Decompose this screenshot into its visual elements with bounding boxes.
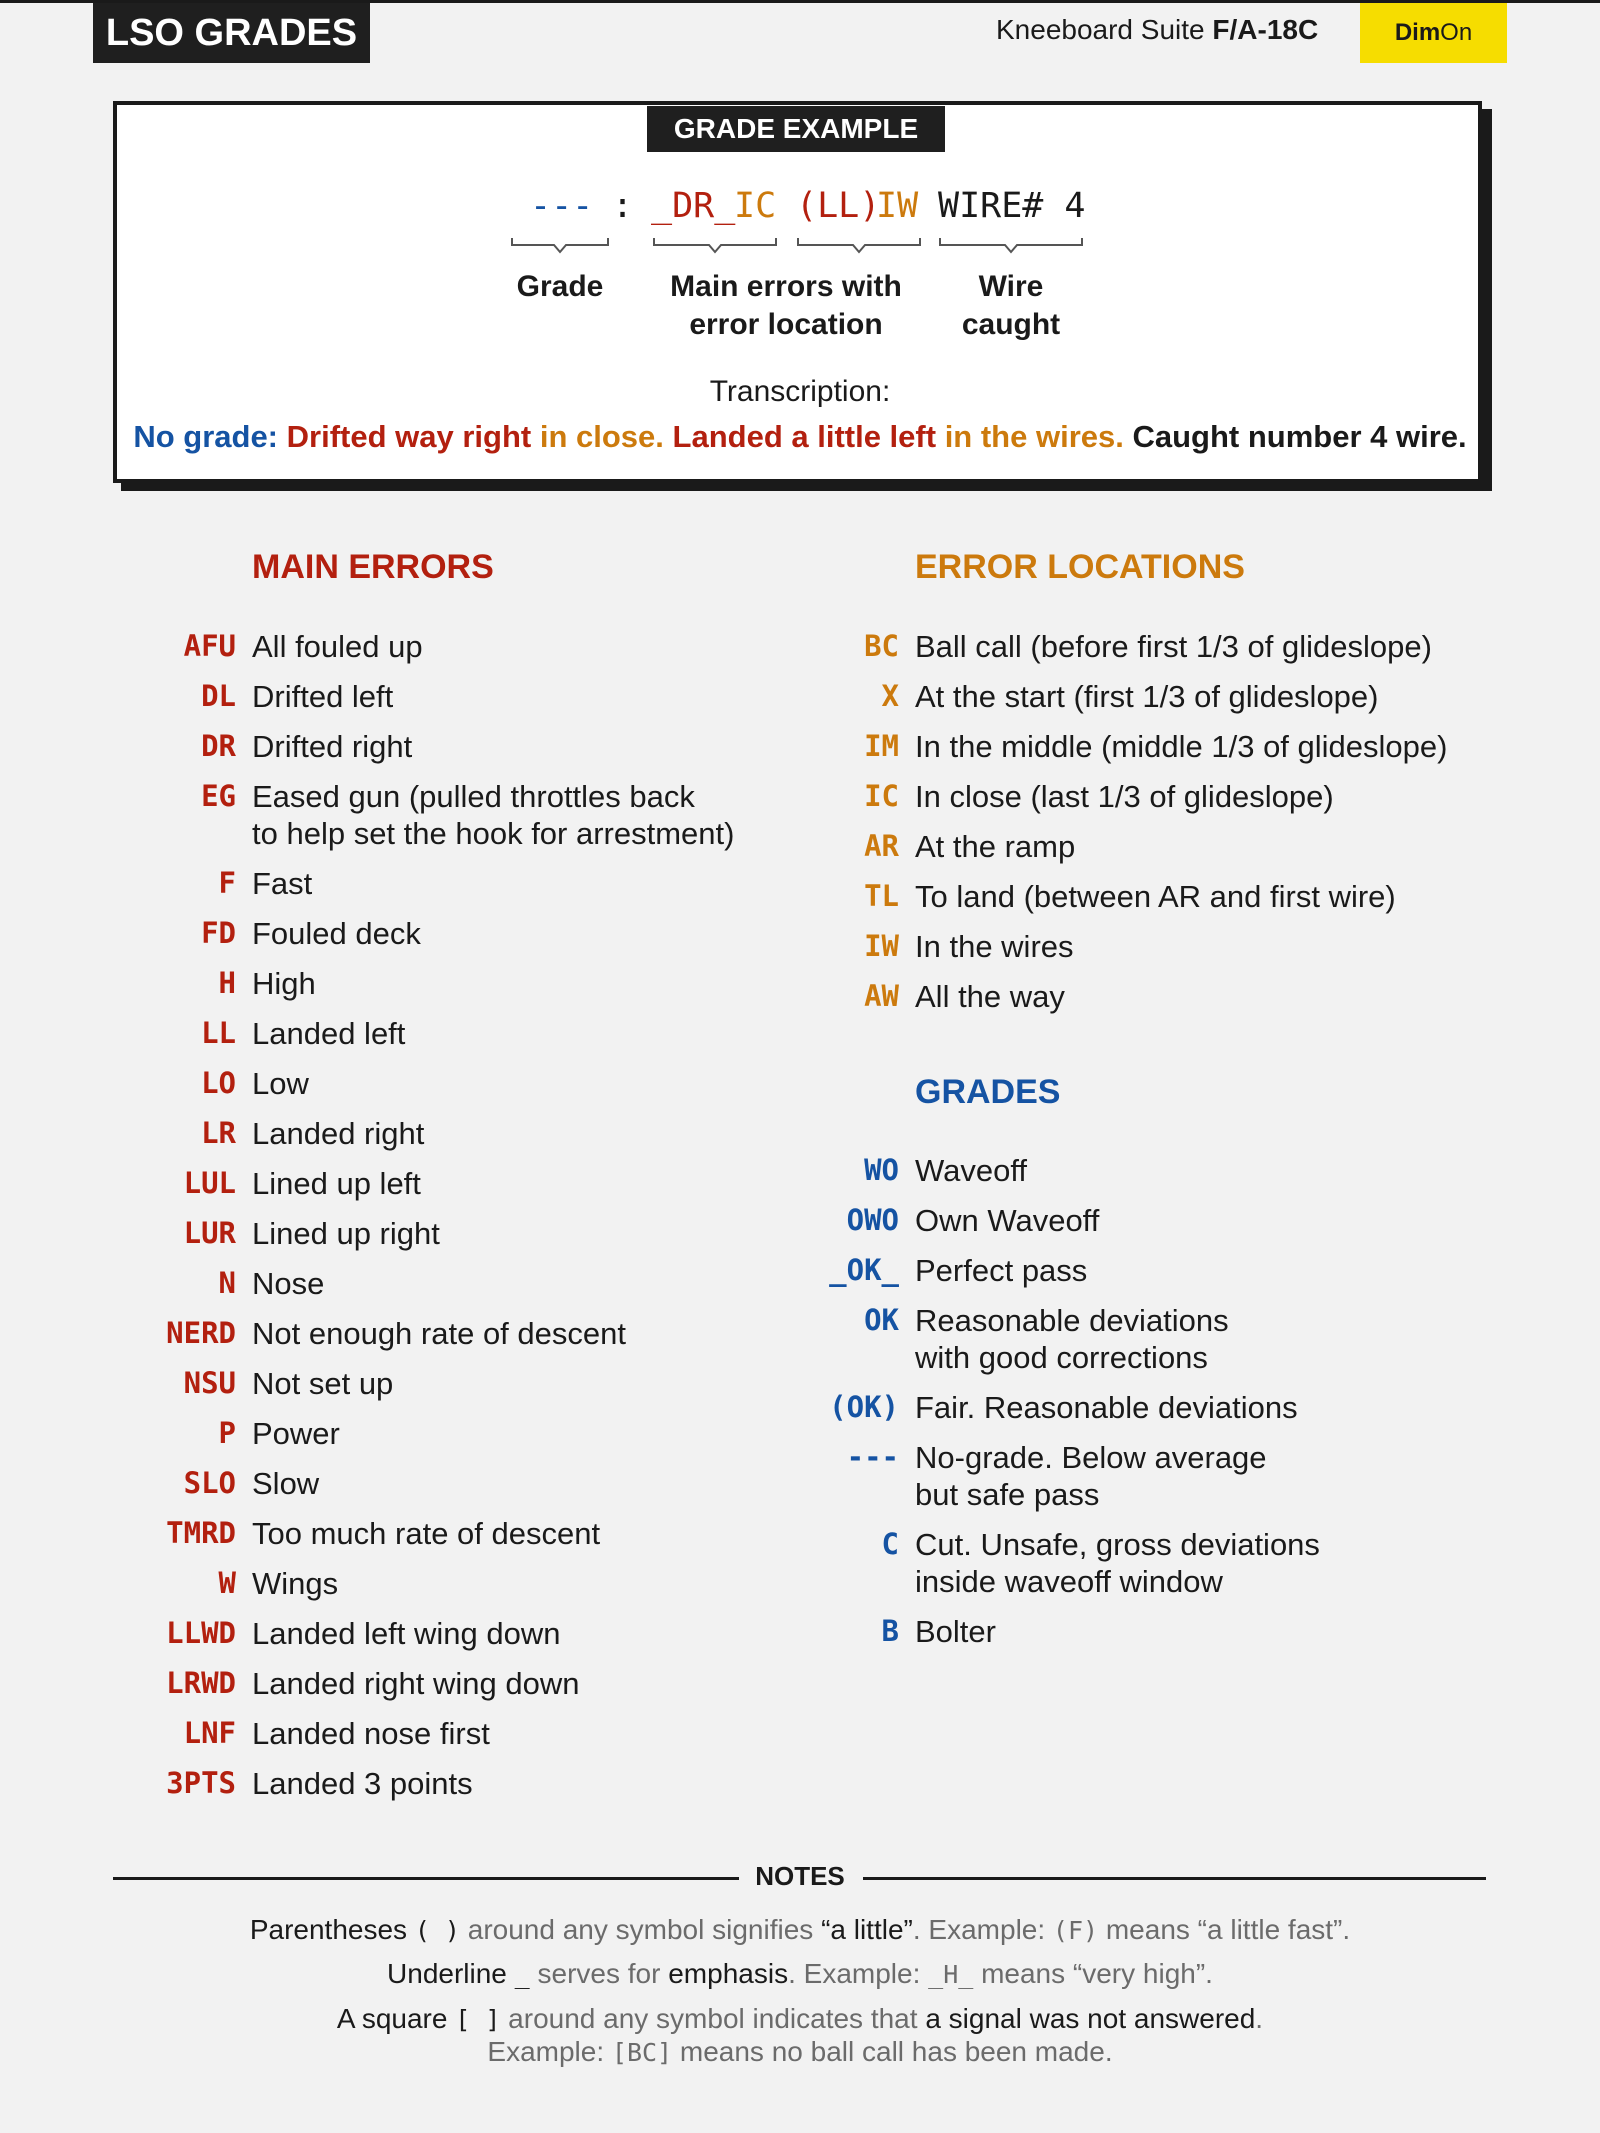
main-errors-title: MAIN ERRORS	[252, 548, 494, 586]
note-text: means “very high”.	[981, 1958, 1213, 1989]
error-code: NSU	[183, 1366, 236, 1400]
error-code: LLWD	[166, 1616, 236, 1650]
transcription-label: Transcription:	[709, 375, 891, 408]
grade-desc-line2: but safe pass	[915, 1477, 1100, 1512]
list-item	[166, 1765, 473, 1802]
caption-wire	[931, 268, 1091, 344]
error-desc: All fouled up	[252, 629, 423, 664]
list-item	[166, 1315, 626, 1352]
grade-code: OWO	[846, 1203, 899, 1237]
note-emphasis: “a little”	[821, 1914, 913, 1945]
error-code: 3PTS	[166, 1766, 236, 1800]
note-example: _H_	[928, 1960, 974, 1989]
location-desc: In the wires	[915, 929, 1074, 964]
note-square-example	[0, 2036, 1600, 2068]
grade-code: WO	[864, 1153, 899, 1187]
error-desc: Lined up left	[252, 1166, 421, 1201]
note-text: Underline	[387, 1958, 507, 1989]
grade-desc: No-grade. Below average	[915, 1440, 1267, 1475]
list-item	[829, 1252, 1088, 1289]
list-item	[864, 828, 1076, 865]
note-text: around any symbol signifies	[467, 1914, 814, 1945]
dimon-prefix: Dim	[1394, 19, 1441, 46]
note-example: (F)	[1052, 1916, 1099, 1945]
grade-code: _OK_	[829, 1253, 899, 1287]
dimon-suffix: On	[1440, 19, 1473, 46]
suite-name: Kneeboard Suite	[996, 14, 1205, 45]
transcription-error-2: Landed a little left	[672, 419, 937, 454]
list-item	[218, 965, 316, 1002]
caption-wire-line1: Wire	[978, 270, 1044, 303]
list-item	[864, 1302, 1229, 1376]
error-code: H	[218, 966, 236, 1000]
list-item	[829, 1389, 1298, 1426]
error-code: NERD	[166, 1316, 236, 1350]
list-item	[201, 915, 421, 952]
list-item	[846, 1439, 1267, 1513]
error-desc-line2: to help set the hook for arrestment)	[252, 816, 735, 851]
list-item	[864, 1152, 1027, 1189]
grade-desc: Reasonable deviations	[915, 1303, 1229, 1338]
example-code-location-1: IC	[734, 186, 777, 226]
grade-desc: Fair. Reasonable deviations	[915, 1390, 1298, 1425]
error-desc: Nose	[252, 1266, 325, 1301]
error-code: AFU	[183, 629, 236, 663]
aircraft-name: F/A-18C	[1212, 14, 1319, 45]
list-item	[201, 678, 394, 715]
caption-grade	[480, 268, 640, 306]
location-code: TL	[864, 879, 899, 913]
location-desc: At the start (first 1/3 of glideslope)	[915, 679, 1379, 714]
list-item	[201, 1115, 425, 1152]
list-item	[881, 1526, 1320, 1600]
location-code: AR	[864, 829, 899, 863]
grade-desc-line2: inside waveoff window	[915, 1564, 1223, 1599]
transcription-error-1: Drifted way right	[286, 419, 532, 454]
example-code-wire: WIRE# 4	[938, 186, 1086, 226]
error-desc: Landed right	[252, 1116, 425, 1151]
error-locations-title: ERROR LOCATIONS	[915, 548, 1245, 586]
error-desc: Fast	[252, 866, 313, 901]
location-desc: At the ramp	[915, 829, 1076, 864]
error-code: SLO	[183, 1466, 236, 1500]
grade-desc-line2: with good corrections	[915, 1340, 1208, 1375]
notes-title: NOTES	[755, 1861, 845, 1891]
list-item	[183, 1215, 440, 1252]
list-item	[183, 1465, 320, 1502]
bracket-grade-icon	[510, 236, 610, 256]
error-code: LNF	[183, 1716, 236, 1750]
note-underline	[0, 1958, 1600, 1990]
suite-label	[996, 14, 1318, 46]
note-emphasis: emphasis	[668, 1958, 789, 1989]
note-text: . Example:	[912, 1914, 1046, 1945]
transcription-grade: No grade:	[133, 419, 279, 454]
error-desc: Not enough rate of descent	[252, 1316, 626, 1351]
error-code: P	[218, 1416, 236, 1450]
list-item	[864, 628, 1432, 665]
error-code: LUR	[183, 1216, 236, 1250]
list-item	[201, 778, 735, 852]
error-desc: Eased gun (pulled throttles back	[252, 779, 695, 814]
example-code-error-1: _DR_	[651, 186, 736, 226]
caption-wire-line2: caught	[961, 308, 1061, 341]
transcription-text	[0, 419, 1600, 455]
caption-errors	[646, 268, 926, 344]
note-symbol: _	[514, 1960, 530, 1989]
list-item	[864, 928, 1074, 965]
location-code: IW	[864, 929, 899, 963]
note-example: [BC]	[611, 2038, 673, 2067]
list-item	[218, 865, 313, 902]
bracket-error-1-icon	[652, 236, 778, 256]
grade-desc: Waveoff	[915, 1153, 1027, 1188]
grade-desc: Own Waveoff	[915, 1203, 1100, 1238]
location-code: X	[881, 679, 899, 713]
grade-code: ---	[846, 1440, 899, 1474]
grades-title: GRADES	[915, 1073, 1061, 1111]
bracket-error-2-icon	[796, 236, 922, 256]
location-desc: To land (between AR and first wire)	[915, 879, 1396, 914]
page-title: LSO GRADES	[93, 3, 370, 63]
error-desc: Too much rate of descent	[252, 1516, 601, 1551]
note-text: . Example:	[788, 1958, 921, 1989]
note-text: means no ball call has been made.	[679, 2036, 1113, 2067]
example-code-colon: :	[612, 186, 634, 226]
bracket-wire-icon	[938, 236, 1084, 256]
list-item	[183, 1165, 421, 1202]
list-item	[201, 1015, 406, 1052]
error-code: F	[218, 866, 236, 900]
error-code: LL	[201, 1016, 236, 1050]
list-item	[218, 1415, 340, 1452]
note-square	[0, 2003, 1600, 2035]
location-code: AW	[864, 979, 899, 1013]
grade-code: C	[881, 1527, 899, 1561]
error-desc: Landed 3 points	[252, 1766, 473, 1801]
error-code: N	[218, 1266, 236, 1300]
note-text: Example:	[487, 2036, 605, 2067]
location-desc: In close (last 1/3 of glideslope)	[915, 779, 1334, 814]
error-desc: Drifted left	[252, 679, 394, 714]
note-parentheses	[0, 1914, 1600, 1946]
error-desc: Landed nose first	[252, 1716, 490, 1751]
error-code: DL	[201, 679, 236, 713]
list-item	[864, 978, 1065, 1015]
location-code: IM	[864, 729, 899, 763]
list-item	[864, 778, 1334, 815]
dimon-logo	[1360, 3, 1507, 63]
error-desc: Drifted right	[252, 729, 413, 764]
error-desc: Landed left	[252, 1016, 406, 1051]
location-code: BC	[864, 629, 899, 663]
note-symbol: [ ]	[455, 2005, 501, 2034]
list-item	[881, 678, 1379, 715]
error-code: LR	[201, 1116, 236, 1150]
location-code: IC	[864, 779, 899, 813]
list-item	[183, 1715, 490, 1752]
error-code: TMRD	[166, 1516, 236, 1550]
error-code: EG	[201, 779, 236, 813]
error-desc: Not set up	[252, 1366, 394, 1401]
list-item	[166, 1515, 601, 1552]
list-item	[183, 1365, 394, 1402]
list-item	[218, 1565, 339, 1602]
list-item	[201, 728, 413, 765]
grade-code: B	[881, 1614, 899, 1648]
note-emphasis: a signal was not answered	[925, 2003, 1256, 2034]
grade-desc: Bolter	[915, 1614, 996, 1649]
error-desc: Lined up right	[252, 1216, 440, 1251]
list-item	[166, 1615, 561, 1652]
list-item	[183, 628, 423, 665]
list-item	[166, 1665, 580, 1702]
example-code-error-2: (LL)	[796, 186, 881, 226]
list-item	[881, 1613, 996, 1650]
note-text: A square	[336, 2003, 448, 2034]
error-desc: Wings	[252, 1566, 339, 1601]
error-desc: Landed left wing down	[252, 1616, 561, 1651]
list-item	[864, 878, 1396, 915]
grade-desc: Perfect pass	[915, 1253, 1088, 1288]
example-code-grade: ---	[530, 186, 594, 226]
location-desc: All the way	[915, 979, 1065, 1014]
transcription-location-2: in the wires.	[944, 419, 1124, 454]
location-desc: In the middle (middle 1/3 of glideslope)	[915, 729, 1448, 764]
grade-desc: Cut. Unsafe, gross deviations	[915, 1527, 1320, 1562]
transcription-location-1: in close.	[539, 419, 664, 454]
caption-errors-line1: Main errors with	[670, 270, 902, 303]
example-code-location-2: IW	[876, 186, 919, 226]
error-code: W	[218, 1566, 236, 1600]
error-code: LO	[201, 1066, 236, 1100]
example-label: GRADE EXAMPLE	[647, 106, 945, 152]
list-item	[864, 728, 1448, 765]
error-code: LRWD	[166, 1666, 236, 1700]
error-desc: Landed right wing down	[252, 1666, 580, 1701]
error-code: DR	[201, 729, 236, 763]
error-desc: Fouled deck	[252, 916, 421, 951]
transcription-wire: Caught number 4 wire.	[1132, 419, 1467, 454]
caption-grade-text: Grade	[516, 270, 604, 303]
error-desc: High	[252, 966, 316, 1001]
note-text: Parentheses	[249, 1914, 408, 1945]
list-item	[846, 1202, 1100, 1239]
grade-code: (OK)	[829, 1390, 899, 1424]
note-text: means “a little fast”.	[1105, 1914, 1351, 1945]
caption-errors-line2: error location	[689, 308, 883, 341]
list-item	[218, 1265, 325, 1302]
list-item	[201, 1065, 309, 1102]
note-text: serves for	[537, 1958, 661, 1989]
error-desc: Slow	[252, 1466, 320, 1501]
error-desc: Low	[252, 1066, 309, 1101]
error-desc: Power	[252, 1416, 340, 1451]
note-text: around any symbol indicates that	[508, 2003, 918, 2034]
location-desc: Ball call (before first 1/3 of glideslope)	[915, 629, 1432, 664]
error-code: LUL	[183, 1166, 236, 1200]
error-code: FD	[201, 916, 236, 950]
note-symbol: ( )	[414, 1916, 460, 1945]
note-text: .	[1255, 2003, 1264, 2034]
grade-code: OK	[864, 1303, 899, 1337]
